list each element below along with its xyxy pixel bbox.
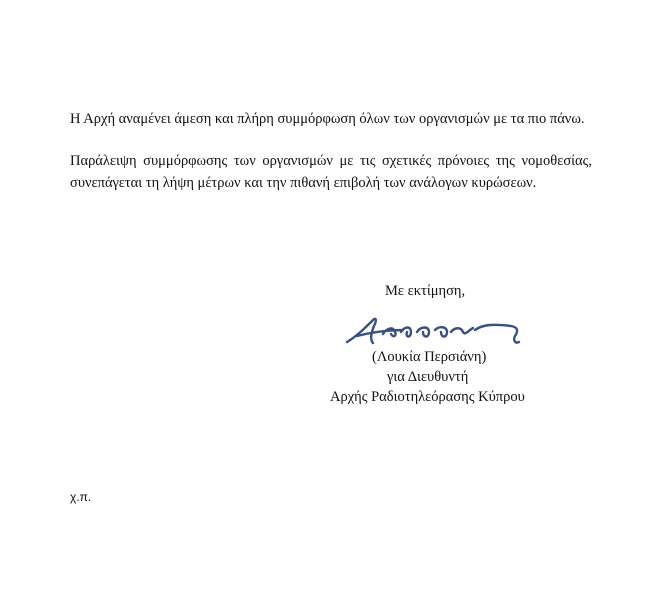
compliance-paragraph: Η Αρχή αναμένει άμεση και πλήρη συμμόρφωση όλων των οργανισμών με τα πιο πάνω. (70, 111, 585, 127)
closing-salutation: Με εκτίμηση, (385, 283, 466, 299)
signatory-organization: Αρχής Ραδιοτηλεόρασης Κύπρου (330, 389, 525, 405)
signatory-name: (Λουκία Περσιάνη) (372, 349, 487, 365)
penalty-paragraph-line-2: συνεπάγεται τη λήψη μέτρων και την πιθανή επιβολή των ανάλογων κυρώσεων. (70, 175, 537, 191)
copy-initials: χ.π. (70, 490, 92, 504)
signatory-role: για Διευθυντή (387, 369, 469, 385)
penalty-paragraph-line-1: Παράλειψη συμμόρφωσης των οργανισμών με τις σχετικές πρόνοιες της νομοθεσίας, (70, 153, 592, 169)
